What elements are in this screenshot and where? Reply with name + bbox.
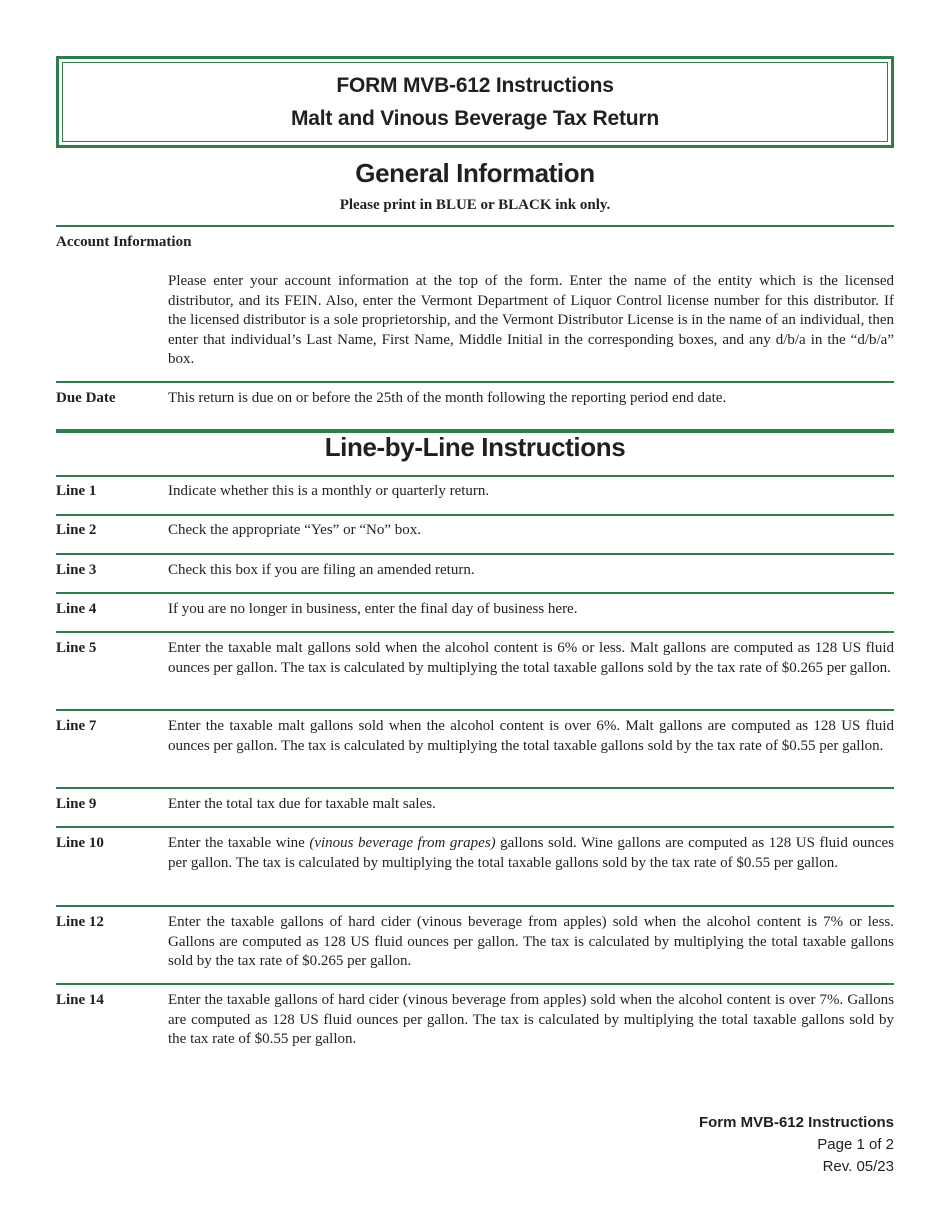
line-text-part: Enter the taxable wine: [168, 835, 310, 851]
line-label: Line 3: [56, 562, 97, 578]
page-footer: [699, 1112, 894, 1178]
line-text: Enter the taxable malt gallons sold when the alcohol content is over 6%. Malt gallons are computed as 128 US fluid ounces per gallon. The tax is calculated by multiplying the total taxable gallons sold by the tax rate of $0.55 per gallon.: [168, 718, 894, 754]
revision-date: Rev. 05/23: [822, 1158, 894, 1175]
footer-form-name: Form MVB-612 Instructions: [698, 1114, 894, 1131]
line-text: Indicate whether this is a monthly or quarterly return.: [168, 483, 490, 499]
divider: [56, 826, 894, 828]
due-date-text: This return is due on or before the 25th of the month following the reporting period end date.: [168, 390, 727, 406]
divider: [56, 514, 894, 516]
line-text: Enter the taxable gallons of hard cider (vinous beverage from apples) sold when the alcohol content is over 7%. Gallons are computed as 128 US fluid ounces per gallon. The tax is calculated by multiplying the total taxable gallons sold by the tax rate of $0.55 per gallon.: [168, 992, 894, 1047]
form-subtitle: Malt and Vinous Beverage Tax Return: [291, 107, 659, 130]
line-text: Enter the taxable malt gallons sold when the alcohol content is 6% or less. Malt gallons are computed as 128 US fluid ounces per gallon. The tax is calculated by multiplying the total taxable gallons sold by the tax rate of $0.265 per gallon.: [168, 640, 894, 676]
divider: [56, 787, 894, 789]
line-label: Line 5: [56, 640, 97, 656]
divider: [56, 905, 894, 907]
line-label: Line 12: [56, 914, 104, 930]
divider: [56, 983, 894, 985]
general-information-heading: General Information: [355, 158, 595, 188]
divider: [56, 553, 894, 555]
line-text: Check this box if you are filing an amended return.: [168, 562, 475, 578]
line-label: Line 10: [56, 835, 104, 851]
line-label: Line 2: [56, 522, 97, 538]
page-number: Page 1 of 2: [817, 1136, 894, 1153]
line-text: Enter the total tax due for taxable malt sales.: [168, 796, 436, 812]
line-text: If you are no longer in business, enter the final day of business here.: [168, 601, 578, 617]
divider: [56, 592, 894, 594]
divider: [56, 381, 894, 383]
line-text-part: gallons sold. Wine gallons are computed as 128 US fluid ounces per gallon. The tax is calculated by multiplying the total taxable gallons sold by the tax rate of $0.55 per gallon.: [168, 835, 895, 871]
form-title: FORM MVB-612 Instructions: [336, 74, 614, 97]
form-title-box: [56, 56, 894, 148]
line-label: Line 14: [56, 992, 104, 1008]
account-information-text: Please enter your account information at the top of the form. Enter the name of the entity which is the licensed distributor, and its FEIN. Also, enter the Vermont Department of Liquor Control license number for this distributor. If the licensed distributor is a sole proprietorship, and the Vermont Distributor License is in the name of an individual, then enter that individual’s Last Name, First Name, Middle Initial in the corresponding boxes, and any d/b/a in the “d/b/a” box.: [168, 273, 894, 367]
line-label: Line 9: [56, 796, 97, 812]
line-label: Line 4: [56, 601, 97, 617]
divider: [56, 631, 894, 633]
divider: [56, 709, 894, 711]
line-label: Line 7: [56, 718, 97, 734]
line-text: Check the appropriate “Yes” or “No” box.: [168, 522, 421, 538]
form-title-box-inner: [62, 62, 888, 142]
divider: [56, 475, 894, 477]
divider: [56, 225, 894, 227]
line-text: [168, 834, 894, 873]
line-by-line-heading: Line-by-Line Instructions: [324, 432, 626, 462]
line-label: Line 1: [56, 483, 97, 499]
line-text-italic: (vinous beverage from grapes): [309, 835, 496, 851]
due-date-label: Due Date: [56, 390, 116, 406]
line-text: Enter the taxable gallons of hard cider (vinous beverage from apples) sold when the alcohol content is 7% or less. Gallons are computed as 128 US fluid ounces per gallon. The tax is calculated by multiplying the total taxable gallons sold by the tax rate of $0.265 per gallon.: [168, 914, 894, 969]
ink-note: Please print in BLUE or BLACK ink only.: [339, 197, 611, 213]
account-information-label: Account Information: [56, 234, 192, 250]
